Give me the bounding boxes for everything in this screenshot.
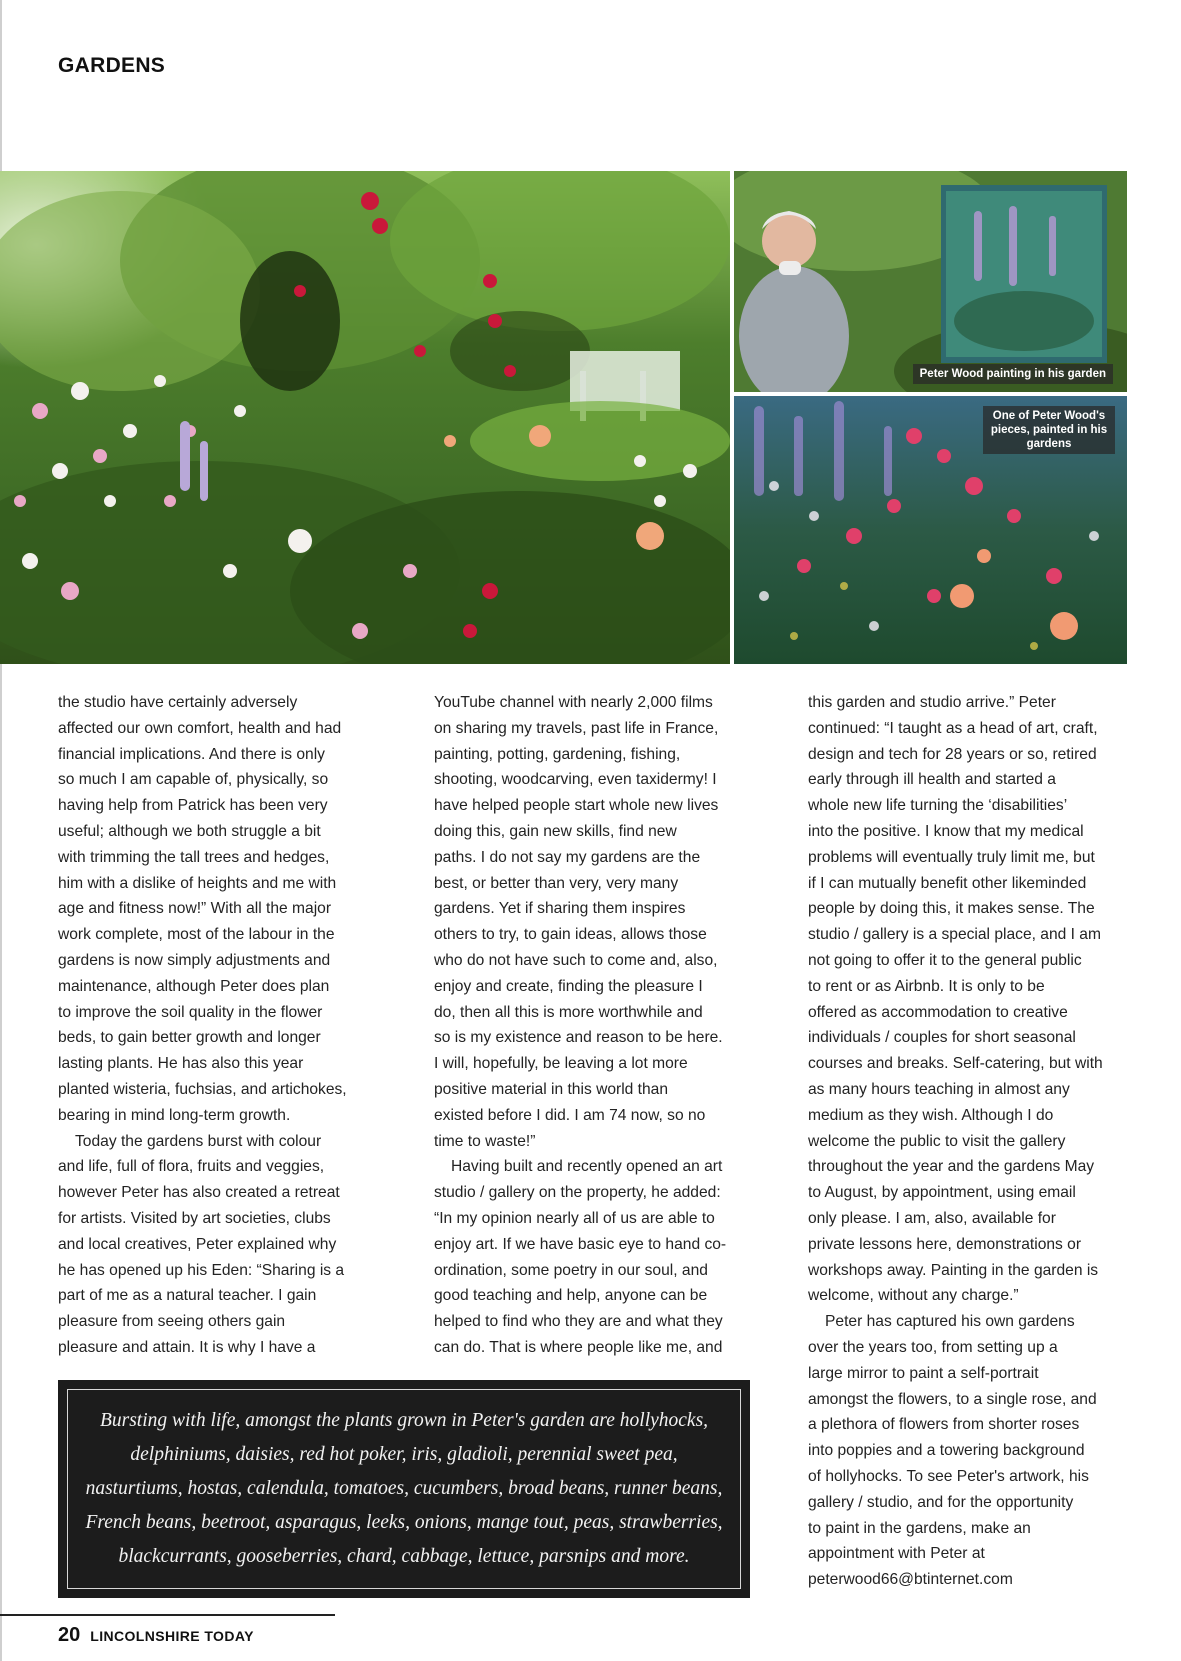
text-line: helped to find who they are and what they (434, 1313, 723, 1331)
text-line: workshops away. Painting in the garden is (808, 1261, 1099, 1279)
text-line: useful; although we both struggle a bit (58, 822, 321, 840)
text-line: pleasure from seeing others gain (58, 1313, 286, 1331)
text-line: gardens. Yet if sharing them inspires (434, 900, 686, 918)
text-line: planted wisteria, fuchsias, and artichokes, (58, 1080, 347, 1098)
pull-quote-line: delphiniums, daisies, red hot poker, iris, gladioli, perennial sweet pea, (130, 1444, 678, 1465)
pull-quote-line: nasturtiums, hostas, calendula, tomatoes, cucumbers, broad beans, runner beans, (85, 1478, 723, 1499)
text-line: maintenance, although Peter does plan (58, 977, 330, 995)
text-line: offered as accommodation to creative (808, 1003, 1068, 1021)
text-line: part of me as a natural teacher. I gain (58, 1287, 317, 1305)
text-line: have helped people start whole new lives (434, 797, 719, 815)
text-line: enjoy art. If we have basic eye to hand co- (434, 1235, 727, 1253)
portrait-caption: Peter Wood painting in his garden (913, 364, 1113, 384)
text-line: problems will eventually truly limit me, but (808, 848, 1095, 866)
paragraph (808, 1309, 1133, 1593)
text-line: good teaching and help, anyone can be (434, 1287, 708, 1305)
text-line: financial implications. And there is only (58, 745, 325, 763)
text-column-2 (434, 690, 759, 1361)
pull-quote-box (58, 1380, 750, 1598)
paragraph (434, 1154, 759, 1360)
text-line: not going to offer it to the general public (808, 951, 1082, 969)
page-number: 20 (58, 1624, 81, 1646)
text-line: age and fitness now!” With all the major (58, 900, 332, 918)
paragraph (58, 1129, 383, 1361)
section-label: GARDENS (58, 54, 166, 77)
text-line: who do not have such to come and, also, (434, 951, 718, 969)
text-line: a plethora of flowers from shorter roses (808, 1416, 1080, 1434)
text-line: whole new life turning the ‘disabilities’ (808, 797, 1068, 815)
magazine-name: LINCOLNSHIRE TODAY (90, 1628, 254, 1644)
pull-quote-frame (67, 1389, 741, 1589)
text-line: shooting, woodcarving, even taxidermy! I (434, 771, 717, 789)
text-line: into the positive. I know that my medical (808, 822, 1084, 840)
text-line: individuals / couples for short seasonal (808, 1029, 1076, 1047)
text-line: if I can mutually benefit other likeminded (808, 874, 1087, 892)
text-line: to paint in the gardens, make an (808, 1519, 1031, 1537)
text-line: beds, to gain better growth and longer (58, 1029, 321, 1047)
text-line: doing this, gain new skills, find new (434, 822, 677, 840)
text-line: early through ill health and started a (808, 771, 1056, 789)
text-line: pleasure and attain. It is why I have a (58, 1338, 316, 1356)
text-line: enjoy and create, finding the pleasure I (434, 977, 703, 995)
text-line: amongst the flowers, to a single rose, and (808, 1390, 1097, 1408)
text-line: design and tech for 28 years or so, retired (808, 745, 1097, 763)
text-line: he has opened up his Eden: “Sharing is a (58, 1261, 345, 1279)
text-line: gardens is now simply adjustments and (58, 951, 331, 969)
text-line: so much I am capable of, physically, so (58, 771, 329, 789)
paragraph (434, 690, 759, 1154)
text-line: however Peter has also created a retreat (58, 1184, 340, 1202)
email-address[interactable]: peterwood66@btinternet.com (808, 1571, 1013, 1589)
text-line: to August, by appointment, using email (808, 1184, 1076, 1202)
text-line: into poppies and a towering background (808, 1442, 1085, 1460)
text-line: work complete, most of the labour in the (58, 926, 335, 944)
text-line: for artists. Visited by art societies, clubs (58, 1209, 331, 1227)
garden-photo-icon (0, 171, 730, 664)
footer-rule (0, 1614, 335, 1616)
page-footer (58, 1624, 254, 1647)
text-line: continued: “I taught as a head of art, craft, (808, 719, 1098, 737)
text-line: Having built and recently opened an art (451, 1158, 723, 1176)
text-line: positive material in this world than (434, 1080, 669, 1098)
text-line: bearing in mind long-term growth. (58, 1106, 291, 1124)
text-line: so is my existence and reason to be here. (434, 1029, 723, 1047)
text-line: welcome, without any charge.” (808, 1287, 1019, 1305)
text-line: Today the gardens burst with colour (75, 1132, 322, 1150)
text-line: studio / gallery is a special place, and I am (808, 926, 1101, 944)
text-line: having help from Patrick has been very (58, 797, 328, 815)
text-line: do, then all this is more worthwhile and (434, 1003, 703, 1021)
text-line: and life, full of flora, fruits and veggies, (58, 1158, 325, 1176)
text-line: painting, potting, gardening, fishing, (434, 745, 681, 763)
portrait-photo-icon (734, 171, 1127, 392)
text-line: can do. That is where people like me, and (434, 1338, 723, 1356)
text-line: lasting plants. He has also this year (58, 1055, 304, 1073)
text-line: people by doing this, it makes sense. The (808, 900, 1095, 918)
text-line: Peter has captured his own gardens (825, 1313, 1075, 1331)
pull-quote-line: blackcurrants, gooseberries, chard, cabbage, lettuce, parsnips and more. (118, 1546, 690, 1567)
text-line: this garden and studio arrive.” Peter (808, 694, 1056, 711)
text-line: gallery / studio, and for the opportunity (808, 1493, 1074, 1511)
text-line: “In my opinion nearly all of us are able to (434, 1209, 715, 1227)
text-line: to improve the soil quality in the flower (58, 1003, 323, 1021)
text-line: paths. I do not say my gardens are the (434, 848, 701, 866)
text-line: studio / gallery on the property, he added: (434, 1184, 721, 1202)
text-line: best, or better than very, very many (434, 874, 679, 892)
text-line: and local creatives, Peter explained why (58, 1235, 337, 1253)
text-line: the studio have certainly adversely (58, 694, 298, 711)
text-line: him with a dislike of heights and me with (58, 874, 337, 892)
text-line: only please. I am, also, available for (808, 1209, 1056, 1227)
text-line: others to try, to gain ideas, allows those (434, 926, 707, 944)
pull-quote-text (84, 1404, 724, 1574)
text-line: with trimming the tall trees and hedges, (58, 848, 330, 866)
text-line: I will, hopefully, be leaving a lot more (434, 1055, 688, 1073)
text-line: time to waste!” (434, 1132, 536, 1150)
text-line: large mirror to paint a self-portrait (808, 1364, 1039, 1382)
text-line: to rent or as Airbnb. It is only to be (808, 977, 1045, 995)
text-line: existed before I did. I am 74 now, so no (434, 1106, 706, 1124)
paragraph (58, 690, 383, 1129)
text-column-3 (808, 690, 1133, 1593)
text-line: ordination, some poetry in our soul, and (434, 1261, 708, 1279)
text-line: affected our own comfort, health and had (58, 719, 342, 737)
text-line: medium as they wish. Although I do (808, 1106, 1054, 1124)
text-line: private lessons here, demonstrations or (808, 1235, 1082, 1253)
text-line: over the years too, from setting up a (808, 1338, 1058, 1356)
portrait-photo (734, 171, 1127, 392)
text-line: throughout the year and the gardens May (808, 1158, 1095, 1176)
text-line: of hollyhocks. To see Peter's artwork, his (808, 1467, 1089, 1485)
text-line: appointment with Peter at (808, 1545, 985, 1563)
text-line: welcome the public to visit the gallery (808, 1132, 1066, 1150)
painting-caption: One of Peter Wood's pieces, painted in his gardens (983, 406, 1115, 454)
paragraph (808, 690, 1133, 1309)
pull-quote-line: Bursting with life, amongst the plants grown in Peter's garden are hollyhocks, (99, 1410, 709, 1431)
text-line: on sharing my travels, past life in France, (434, 719, 719, 737)
text-line: as many hours teaching in almost any (808, 1080, 1070, 1098)
painting-photo (734, 396, 1127, 664)
garden-photo (0, 171, 730, 664)
text-column-1 (58, 690, 383, 1361)
text-line: YouTube channel with nearly 2,000 films (434, 694, 713, 711)
text-line: courses and breaks. Self-catering, but with (808, 1055, 1103, 1073)
pull-quote-line: French beans, beetroot, asparagus, leeks, onions, mange tout, peas, strawberries, (85, 1512, 723, 1533)
